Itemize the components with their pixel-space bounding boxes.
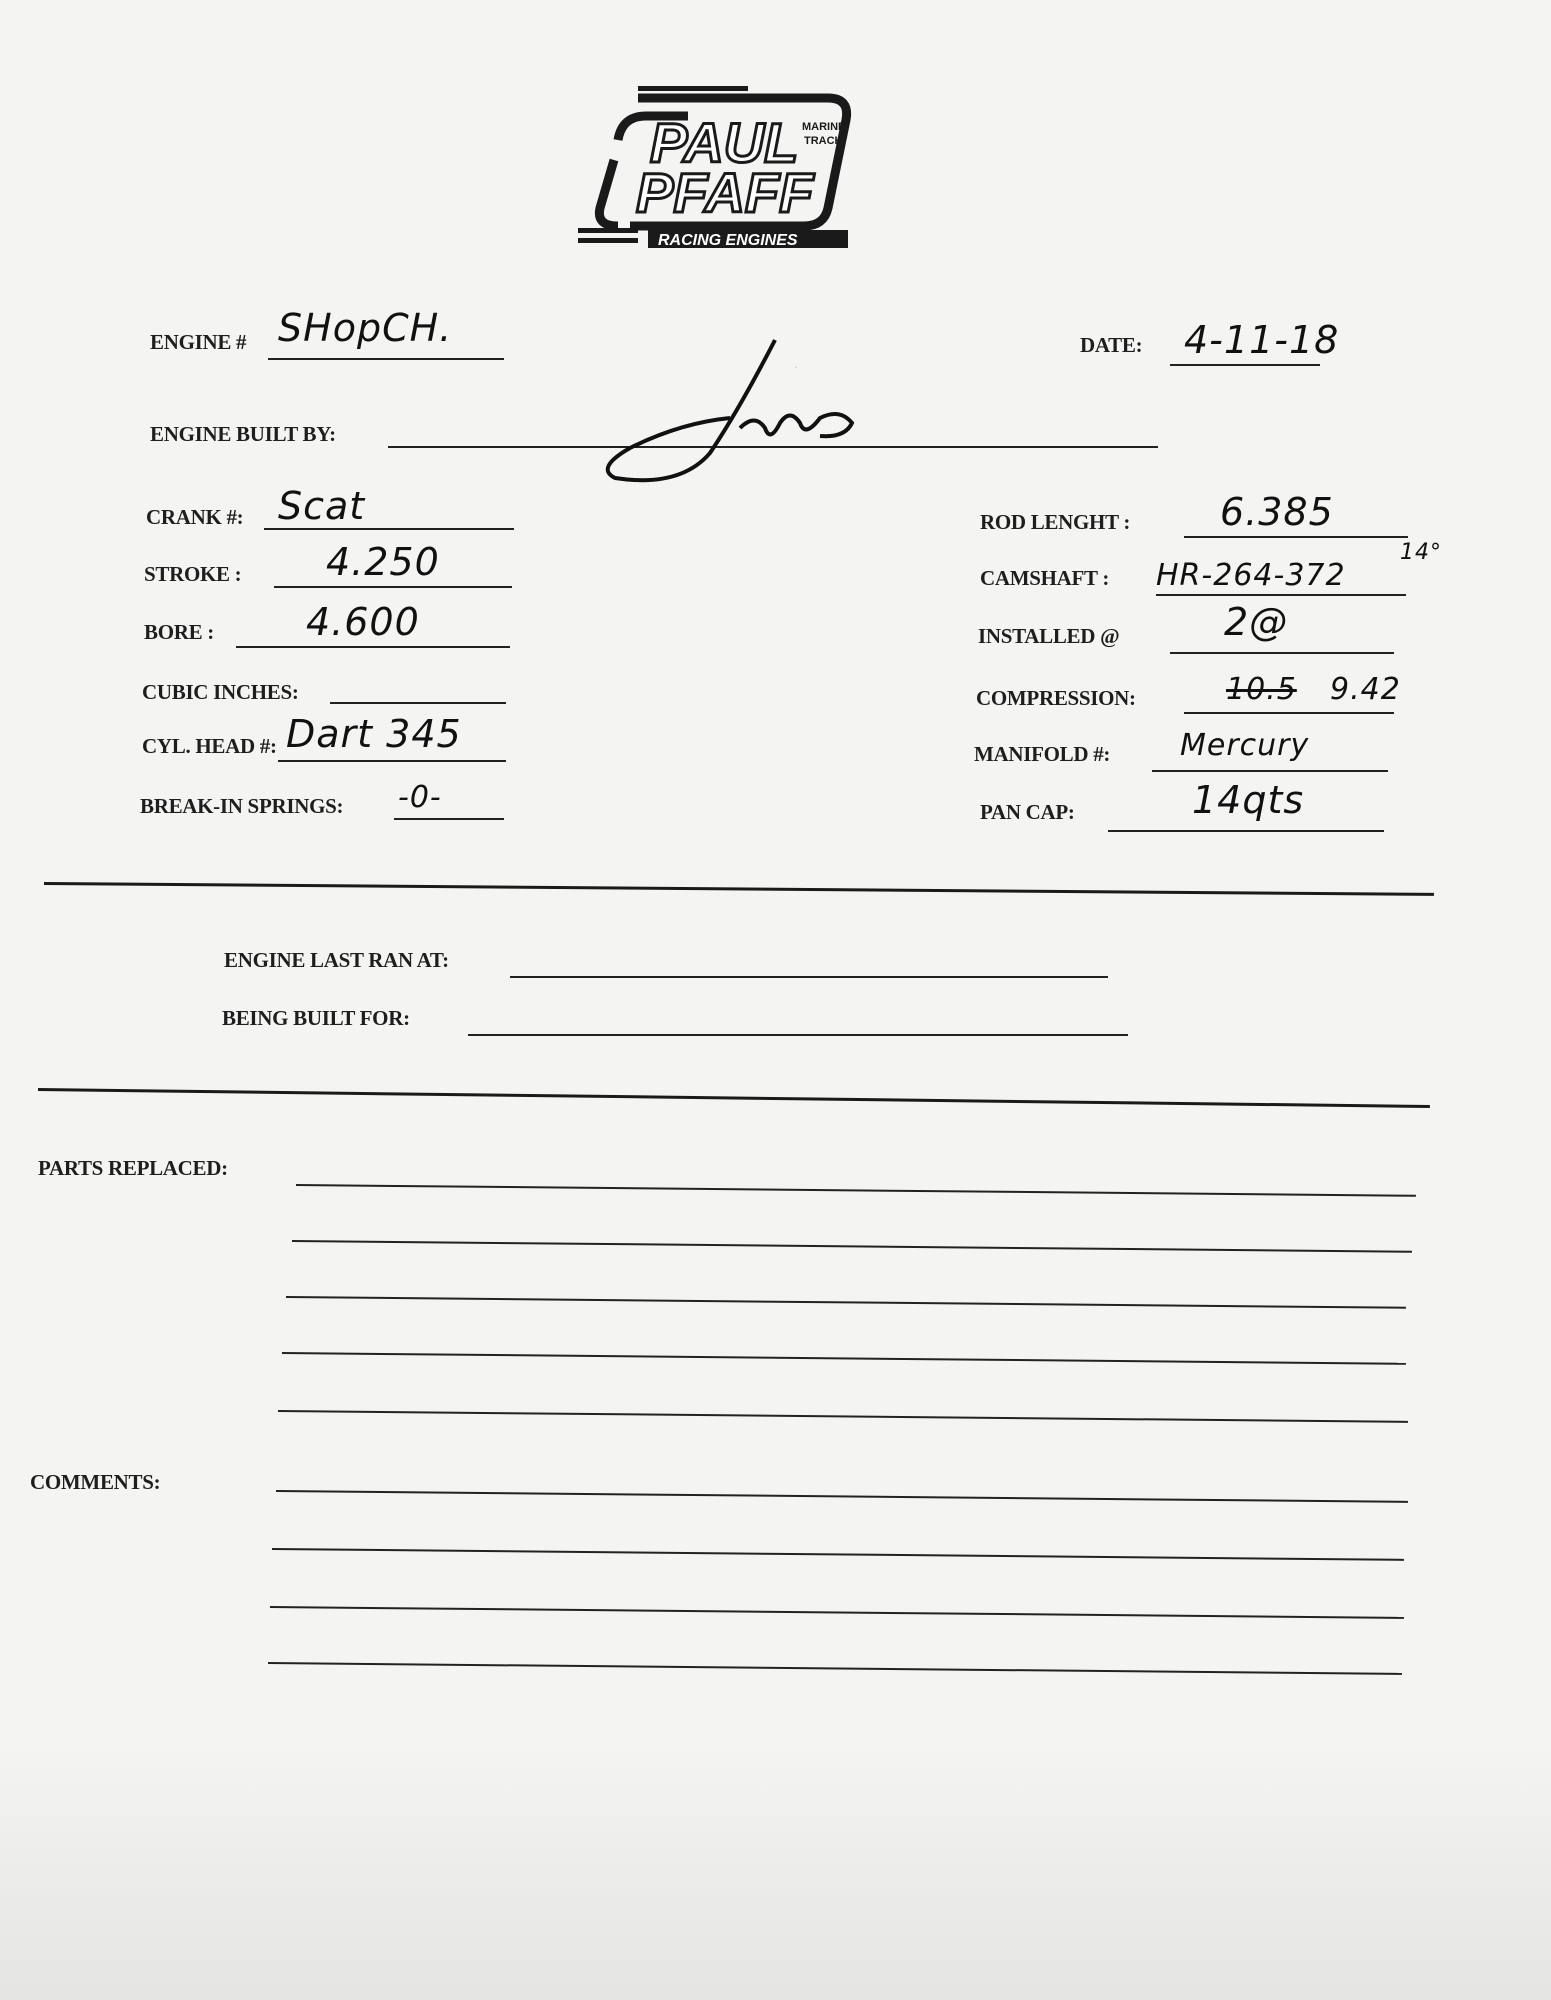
stroke-label: STROKE : — [144, 562, 242, 586]
date-label: DATE: — [1080, 333, 1143, 357]
camshaft-note: 14° — [1400, 540, 1442, 565]
divider-1 — [44, 882, 1434, 896]
break-in-springs-line — [394, 818, 504, 820]
engine-number-label: ENGINE # — [150, 330, 247, 354]
comments-line-2 — [272, 1548, 1404, 1561]
parts-replaced-line-2 — [292, 1240, 1412, 1253]
pan-cap-label: PAN CAP: — [980, 800, 1075, 824]
installed-label: INSTALLED @ — [978, 624, 1120, 648]
comments-line-4 — [268, 1662, 1402, 1675]
break-in-springs-value: -0- — [398, 780, 442, 815]
engine-number-line — [268, 358, 504, 360]
last-ran-label: ENGINE LAST RAN AT: — [224, 948, 449, 972]
logo-tag-top: MARINE — [802, 121, 846, 133]
crank-line — [264, 528, 514, 530]
stroke-line — [274, 586, 512, 588]
rod-length-value: 6.385 — [1220, 490, 1334, 534]
date-value: 4-11-18 — [1184, 318, 1340, 362]
pan-cap-value: 14qts — [1192, 778, 1305, 822]
parts-replaced-line-1 — [296, 1184, 1416, 1197]
comments-label: COMMENTS: — [30, 1470, 161, 1494]
rod-length-line — [1184, 536, 1408, 538]
logo-tagline: RACING ENGINES — [658, 232, 798, 249]
cyl-head-label: CYL. HEAD #: — [142, 734, 277, 758]
stroke-value: 4.250 — [326, 540, 440, 584]
comments-line-1 — [276, 1490, 1408, 1503]
scan-shading — [0, 1740, 1551, 2000]
built-for-label: BEING BUILT FOR: — [222, 1006, 410, 1030]
installed-line — [1170, 652, 1394, 654]
camshaft-line — [1156, 594, 1406, 596]
built-by-label: ENGINE BUILT BY: — [150, 422, 336, 446]
date-line — [1170, 364, 1320, 366]
camshaft-value: HR-264-372 — [1156, 558, 1346, 593]
bore-label: BORE : — [144, 620, 214, 644]
comments-line-3 — [270, 1606, 1404, 1619]
manifold-line — [1152, 770, 1388, 772]
last-ran-line — [510, 976, 1108, 978]
bore-value: 4.600 — [306, 600, 420, 644]
crank-label: CRANK #: — [146, 505, 244, 529]
parts-replaced-label: PARTS REPLACED: — [38, 1156, 228, 1180]
camshaft-label: CAMSHAFT : — [980, 566, 1110, 590]
logo-line2: PFAFF — [636, 161, 814, 224]
installed-value: 2@ — [1224, 600, 1289, 644]
rod-length-label: ROD LENGHT : — [980, 510, 1131, 534]
cubic-inches-label: CUBIC INCHES: — [142, 680, 299, 704]
cyl-head-value: Dart 345 — [286, 712, 462, 756]
manifold-label: MANIFOLD #: — [974, 742, 1111, 766]
bore-line — [236, 646, 510, 648]
logo-tag-bottom: TRACK — [804, 135, 843, 147]
compression-label: COMPRESSION: — [976, 686, 1136, 710]
compression-line — [1184, 712, 1394, 714]
parts-replaced-line-3 — [286, 1296, 1406, 1309]
builder-signature — [590, 328, 860, 498]
manifold-value: Mercury — [1180, 728, 1310, 763]
builder-signature-text: Jim — [795, 368, 797, 369]
compression-struck-value: 10.5 — [1226, 672, 1297, 707]
built-for-line — [468, 1034, 1128, 1036]
cubic-inches-line — [330, 702, 506, 704]
logo-line1: PAUL — [650, 111, 799, 174]
crank-value: Scat — [278, 484, 366, 528]
paul-pfaff-logo — [578, 80, 898, 250]
divider-2 — [38, 1088, 1430, 1108]
engine-number-value: SHopCH. — [278, 306, 453, 350]
compression-value: 9.42 — [1330, 672, 1401, 707]
pan-cap-line — [1108, 830, 1384, 832]
break-in-springs-label: BREAK-IN SPRINGS: — [140, 794, 344, 818]
parts-replaced-line-4 — [282, 1352, 1406, 1365]
cyl-head-line — [278, 760, 506, 762]
parts-replaced-line-5 — [278, 1410, 1408, 1423]
